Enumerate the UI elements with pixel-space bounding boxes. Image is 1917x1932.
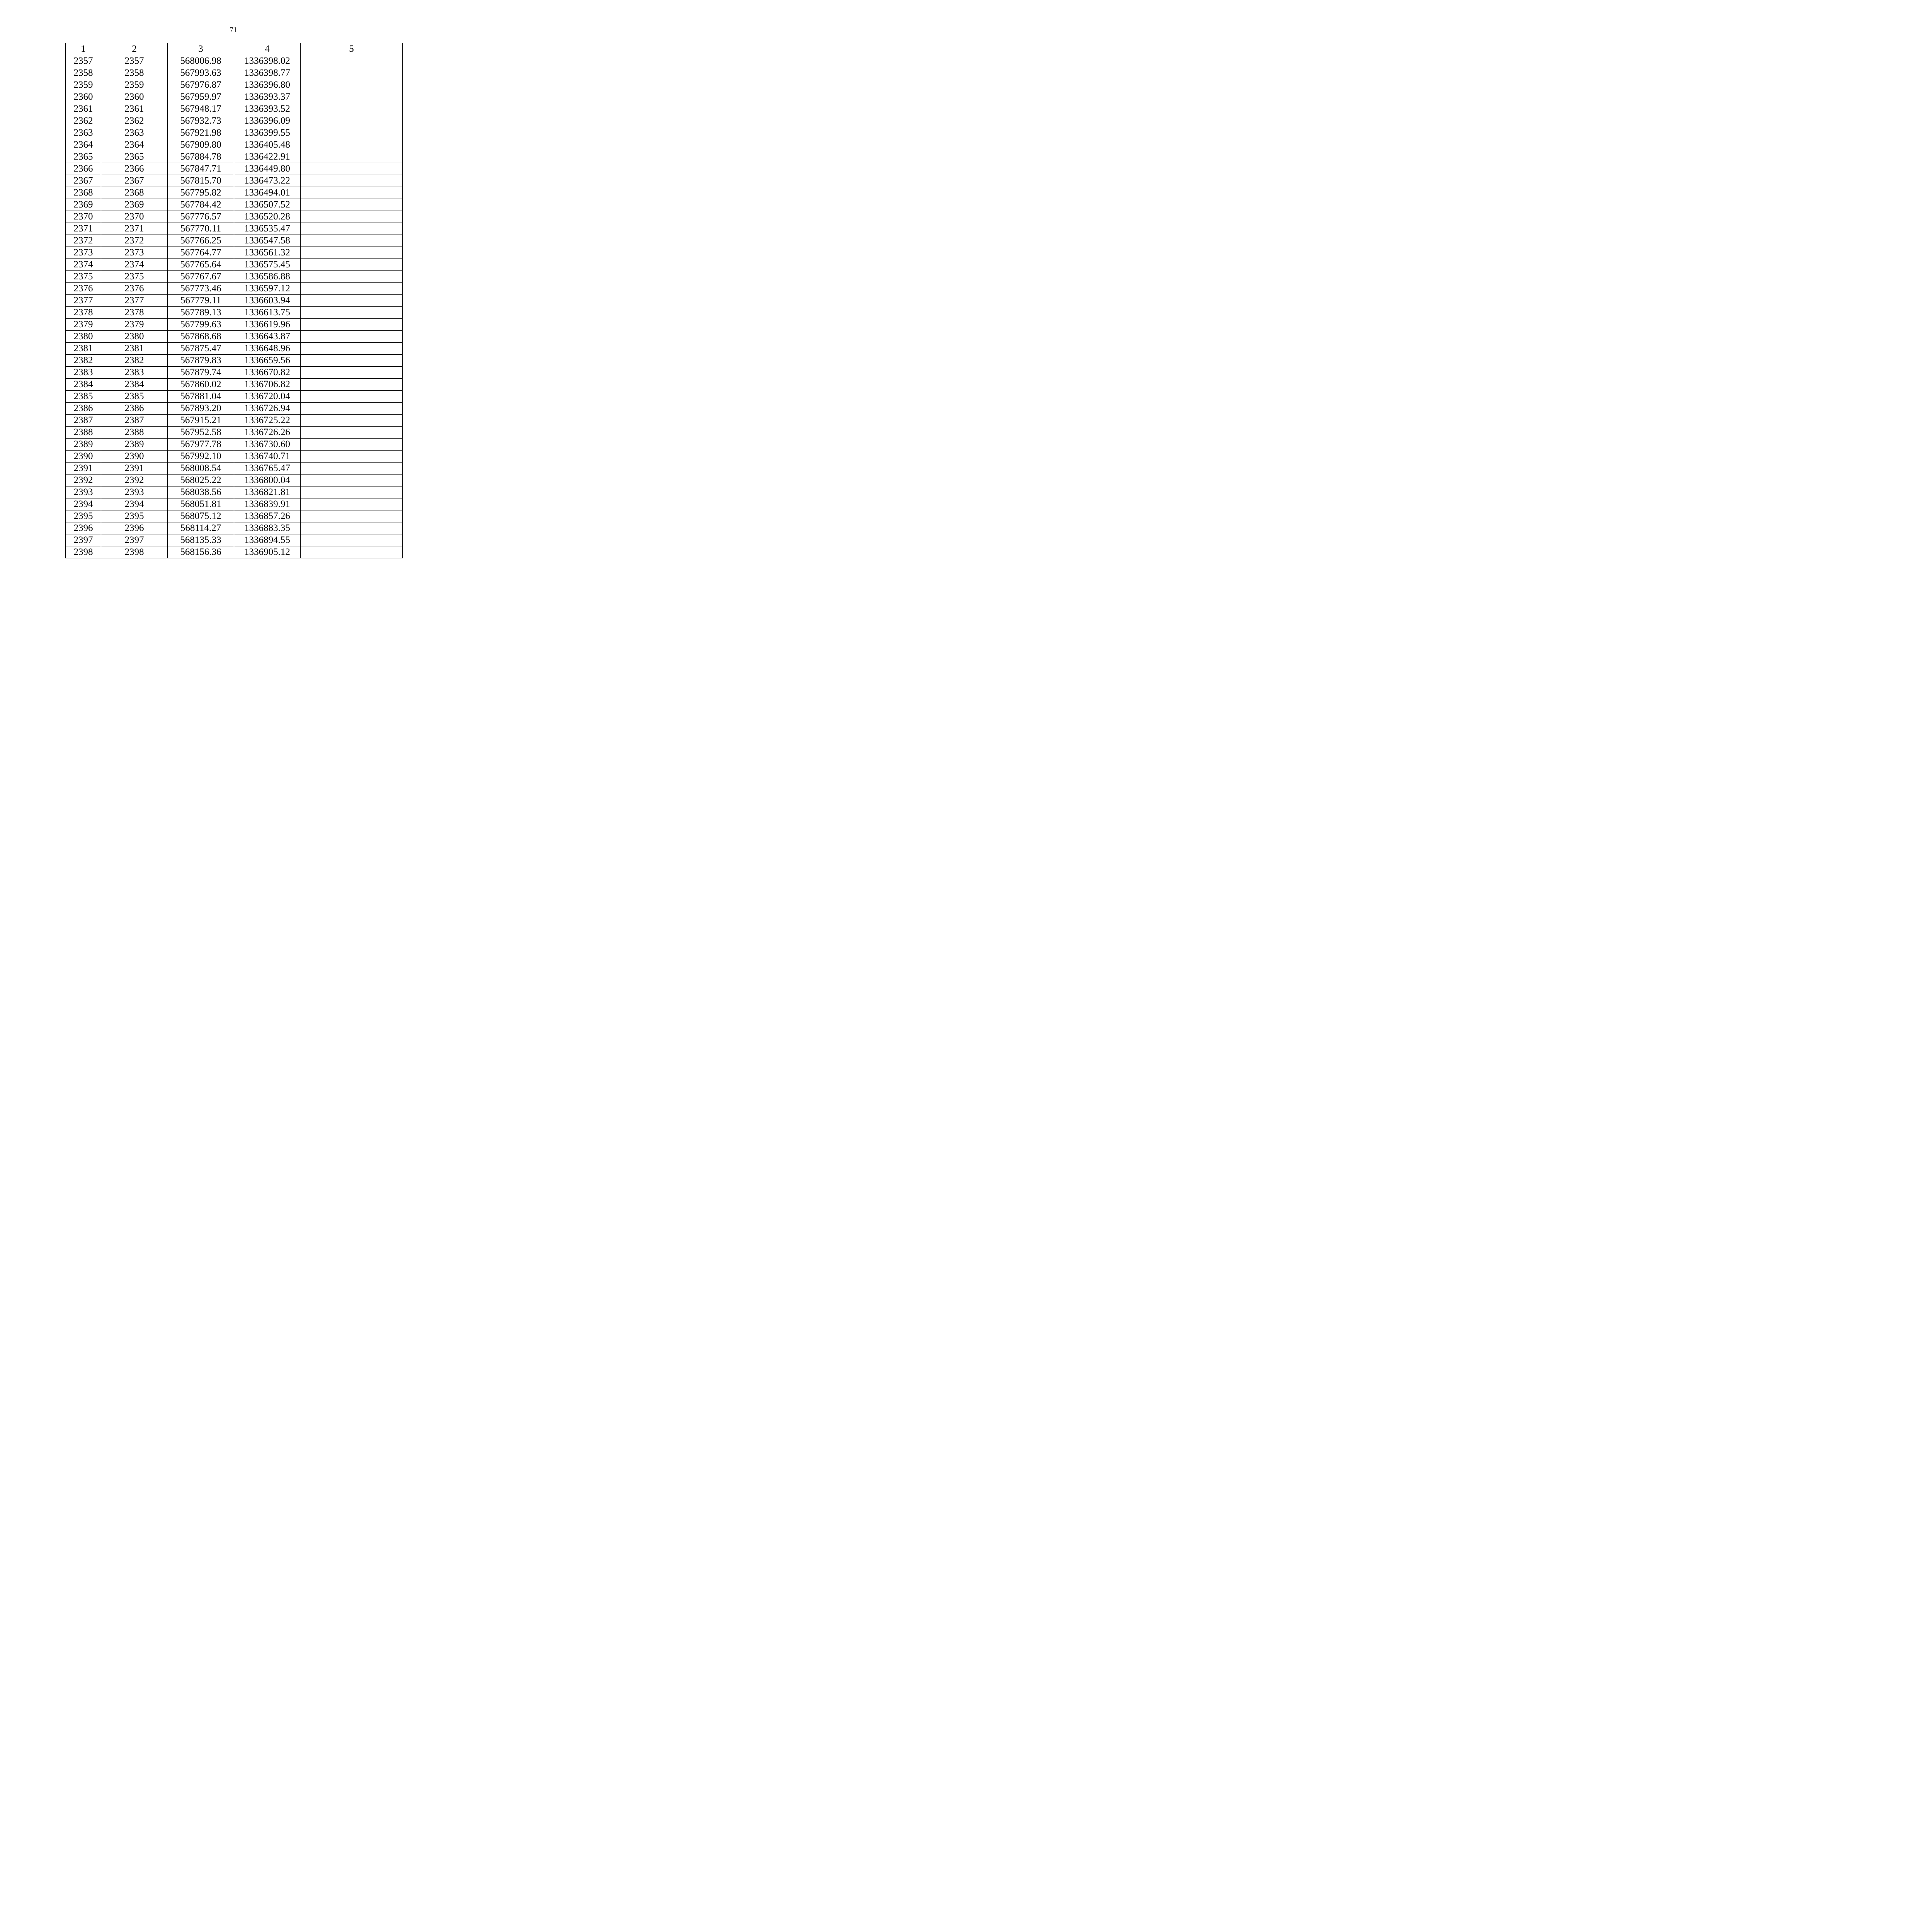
table-cell-col-2: 2359: [101, 79, 168, 91]
table-row: [66, 223, 403, 235]
table-cell-col-5: [301, 115, 403, 127]
table-row: [66, 415, 403, 427]
table-cell-col-1: 2385: [66, 391, 101, 403]
table-cell-col-1: 2384: [66, 379, 101, 391]
table-cell-col-4: 1336597.12: [234, 283, 301, 295]
table-cell-col-4: 1336507.52: [234, 199, 301, 211]
table-cell-col-4: 1336706.82: [234, 379, 301, 391]
table-cell-col-5: [301, 331, 403, 343]
table-cell-col-3: 567893.20: [168, 403, 234, 415]
table-cell-col-1: 2393: [66, 486, 101, 498]
table-cell-col-5: [301, 522, 403, 534]
table-row: [66, 247, 403, 259]
table-row: [66, 67, 403, 79]
table-cell-col-4: 1336494.01: [234, 187, 301, 199]
table-cell-col-1: 2381: [66, 343, 101, 355]
table-row: [66, 319, 403, 331]
table-row: [66, 151, 403, 163]
table-cell-col-2: 2391: [101, 463, 168, 474]
table-cell-col-4: 1336405.48: [234, 139, 301, 151]
table-cell-col-2: 2376: [101, 283, 168, 295]
table-cell-col-2: 2365: [101, 151, 168, 163]
table-cell-col-5: [301, 103, 403, 115]
table-row: [66, 175, 403, 187]
table-cell-col-5: [301, 379, 403, 391]
table-cell-col-4: 1336613.75: [234, 307, 301, 319]
table-cell-col-4: 1336857.26: [234, 510, 301, 522]
table-cell-col-2: 2368: [101, 187, 168, 199]
table-cell-col-4: 1336398.77: [234, 67, 301, 79]
table-cell-col-4: 1336575.45: [234, 259, 301, 271]
table-row: [66, 331, 403, 343]
table-cell-col-2: 2363: [101, 127, 168, 139]
table-body: [66, 43, 403, 558]
table-cell-col-4: 1336393.52: [234, 103, 301, 115]
table-cell-col-5: [301, 199, 403, 211]
table-row: [66, 474, 403, 486]
table-cell-col-5: [301, 79, 403, 91]
table-cell-col-3: 567993.63: [168, 67, 234, 79]
table-cell-col-3: 567948.17: [168, 103, 234, 115]
table-cell-col-2: 2378: [101, 307, 168, 319]
table-row: [66, 103, 403, 115]
table-cell-col-5: [301, 451, 403, 463]
table-cell-col-5: [301, 223, 403, 235]
table-row: [66, 522, 403, 534]
table-cell-col-5: [301, 55, 403, 67]
table-cell-col-4: 1336396.80: [234, 79, 301, 91]
table-cell-col-3: 568156.36: [168, 546, 234, 558]
table-cell-col-5: [301, 403, 403, 415]
table-cell-col-1: 2369: [66, 199, 101, 211]
table-cell-col-4: 1336765.47: [234, 463, 301, 474]
table-cell-col-1: 2394: [66, 498, 101, 510]
table-cell-col-1: 2392: [66, 474, 101, 486]
table-cell-col-5: [301, 343, 403, 355]
table-cell-col-5: [301, 486, 403, 498]
table-cell-col-5: [301, 271, 403, 283]
table-cell-col-1: 2357: [66, 55, 101, 67]
table-cell-col-4: 1336883.35: [234, 522, 301, 534]
table-cell-col-4: 1336422.91: [234, 151, 301, 163]
table-row: [66, 427, 403, 439]
table-cell-col-2: 2381: [101, 343, 168, 355]
table-cell-col-3: 568051.81: [168, 498, 234, 510]
table-cell-col-2: 2390: [101, 451, 168, 463]
table-cell-col-2: 2398: [101, 546, 168, 558]
table-cell-col-2: 2387: [101, 415, 168, 427]
table-row: [66, 307, 403, 319]
column-header-5: 5: [301, 43, 403, 55]
table-cell-col-1: 2396: [66, 522, 101, 534]
table-cell-col-3: 567773.46: [168, 283, 234, 295]
table-cell-col-1: 2382: [66, 355, 101, 367]
table-cell-col-2: 2389: [101, 439, 168, 451]
table-cell-col-5: [301, 510, 403, 522]
table-cell-col-2: 2373: [101, 247, 168, 259]
table-row: [66, 451, 403, 463]
table-row: [66, 115, 403, 127]
table-cell-col-3: 567875.47: [168, 343, 234, 355]
table-cell-col-1: 2376: [66, 283, 101, 295]
table-cell-col-4: 1336720.04: [234, 391, 301, 403]
table-cell-col-3: 567847.71: [168, 163, 234, 175]
table-cell-col-1: 2360: [66, 91, 101, 103]
table-cell-col-2: 2360: [101, 91, 168, 103]
table-cell-col-4: 1336839.91: [234, 498, 301, 510]
table-cell-col-3: 568114.27: [168, 522, 234, 534]
table-cell-col-2: 2384: [101, 379, 168, 391]
table-cell-col-5: [301, 151, 403, 163]
table-row: [66, 534, 403, 546]
table-cell-col-2: 2369: [101, 199, 168, 211]
table-cell-col-4: 1336535.47: [234, 223, 301, 235]
table-cell-col-1: 2362: [66, 115, 101, 127]
table-cell-col-2: 2375: [101, 271, 168, 283]
table-cell-col-2: 2382: [101, 355, 168, 367]
table-cell-col-5: [301, 498, 403, 510]
table-cell-col-2: 2395: [101, 510, 168, 522]
table-cell-col-1: 2380: [66, 331, 101, 343]
table-cell-col-3: 567976.87: [168, 79, 234, 91]
table-cell-col-4: 1336586.88: [234, 271, 301, 283]
table-cell-col-1: 2374: [66, 259, 101, 271]
table-cell-col-1: 2358: [66, 67, 101, 79]
table-cell-col-5: [301, 211, 403, 223]
table-cell-col-5: [301, 427, 403, 439]
table-cell-col-1: 2386: [66, 403, 101, 415]
table-row: [66, 259, 403, 271]
table-cell-col-3: 567766.25: [168, 235, 234, 247]
table-cell-col-2: 2388: [101, 427, 168, 439]
table-cell-col-2: 2371: [101, 223, 168, 235]
table-cell-col-2: 2383: [101, 367, 168, 379]
table-row: [66, 498, 403, 510]
table-cell-col-1: 2379: [66, 319, 101, 331]
table-cell-col-5: [301, 534, 403, 546]
table-cell-col-1: 2388: [66, 427, 101, 439]
table-cell-col-5: [301, 247, 403, 259]
table-cell-col-1: 2375: [66, 271, 101, 283]
table-cell-col-4: 1336619.96: [234, 319, 301, 331]
table-cell-col-3: 567815.70: [168, 175, 234, 187]
table-cell-col-3: 567909.80: [168, 139, 234, 151]
table-row: [66, 139, 403, 151]
table-cell-col-2: 2364: [101, 139, 168, 151]
table-cell-col-4: 1336561.32: [234, 247, 301, 259]
table-row: [66, 379, 403, 391]
table-cell-col-2: 2357: [101, 55, 168, 67]
table-cell-col-1: 2389: [66, 439, 101, 451]
table-row: [66, 271, 403, 283]
table-cell-col-1: 2387: [66, 415, 101, 427]
table-cell-col-3: 567784.42: [168, 199, 234, 211]
table-cell-col-1: 2371: [66, 223, 101, 235]
table-cell-col-1: 2390: [66, 451, 101, 463]
table-cell-col-2: 2393: [101, 486, 168, 498]
table-cell-col-3: 568038.56: [168, 486, 234, 498]
column-header-1: 1: [66, 43, 101, 55]
table-cell-col-3: 567932.73: [168, 115, 234, 127]
table-cell-col-3: 567776.57: [168, 211, 234, 223]
table-row: [66, 211, 403, 223]
table-cell-col-1: 2363: [66, 127, 101, 139]
table-cell-col-3: 568006.98: [168, 55, 234, 67]
table-cell-col-1: 2383: [66, 367, 101, 379]
table-cell-col-3: 567977.78: [168, 439, 234, 451]
table-cell-col-5: [301, 463, 403, 474]
table-cell-col-4: 1336800.04: [234, 474, 301, 486]
table-cell-col-1: 2397: [66, 534, 101, 546]
table-cell-col-3: 567799.63: [168, 319, 234, 331]
table-cell-col-4: 1336821.81: [234, 486, 301, 498]
table-cell-col-1: 2366: [66, 163, 101, 175]
table-cell-col-5: [301, 235, 403, 247]
column-header-4: 4: [234, 43, 301, 55]
table-cell-col-3: 567795.82: [168, 187, 234, 199]
table-row: [66, 91, 403, 103]
table-cell-col-4: 1336670.82: [234, 367, 301, 379]
table-cell-col-1: 2359: [66, 79, 101, 91]
table-cell-col-1: 2391: [66, 463, 101, 474]
table-cell-col-3: 567879.83: [168, 355, 234, 367]
table-cell-col-4: 1336393.37: [234, 91, 301, 103]
table-cell-col-2: 2361: [101, 103, 168, 115]
table-cell-col-2: 2370: [101, 211, 168, 223]
table-row: [66, 163, 403, 175]
table-cell-col-4: 1336603.94: [234, 295, 301, 307]
table-cell-col-3: 567860.02: [168, 379, 234, 391]
table-cell-col-5: [301, 319, 403, 331]
table-cell-col-5: [301, 391, 403, 403]
table-cell-col-1: 2364: [66, 139, 101, 151]
table-cell-col-3: 567789.13: [168, 307, 234, 319]
table-cell-col-3: 567868.68: [168, 331, 234, 343]
table-cell-col-4: 1336726.26: [234, 427, 301, 439]
table-cell-col-1: 2377: [66, 295, 101, 307]
table-cell-col-2: 2374: [101, 259, 168, 271]
table-cell-col-3: 567779.11: [168, 295, 234, 307]
table-cell-col-5: [301, 283, 403, 295]
table-cell-col-2: 2397: [101, 534, 168, 546]
table-cell-col-3: 567879.74: [168, 367, 234, 379]
table-cell-col-3: 567884.78: [168, 151, 234, 163]
table-cell-col-1: 2365: [66, 151, 101, 163]
table-row: [66, 367, 403, 379]
table-cell-col-2: 2385: [101, 391, 168, 403]
table-cell-col-4: 1336740.71: [234, 451, 301, 463]
table-cell-col-3: 567915.21: [168, 415, 234, 427]
table-cell-col-5: [301, 355, 403, 367]
table-cell-col-3: 568025.22: [168, 474, 234, 486]
table-row: [66, 235, 403, 247]
table-cell-col-4: 1336730.60: [234, 439, 301, 451]
table-cell-col-4: 1336643.87: [234, 331, 301, 343]
table-row: [66, 546, 403, 558]
table-cell-col-2: 2394: [101, 498, 168, 510]
table-row: [66, 283, 403, 295]
table-cell-col-5: [301, 295, 403, 307]
table-cell-col-4: 1336547.58: [234, 235, 301, 247]
table-row: [66, 295, 403, 307]
table-cell-col-2: 2396: [101, 522, 168, 534]
table-cell-col-2: 2362: [101, 115, 168, 127]
table-cell-col-1: 2373: [66, 247, 101, 259]
table-row: [66, 439, 403, 451]
table-cell-col-4: 1336725.22: [234, 415, 301, 427]
table-cell-col-2: 2372: [101, 235, 168, 247]
table-cell-col-3: 567765.64: [168, 259, 234, 271]
page-number: 71: [230, 26, 237, 34]
table-cell-col-5: [301, 175, 403, 187]
table-cell-col-5: [301, 259, 403, 271]
table-cell-col-2: 2380: [101, 331, 168, 343]
table-cell-col-4: 1336399.55: [234, 127, 301, 139]
table-cell-col-2: 2379: [101, 319, 168, 331]
table-cell-col-4: 1336659.56: [234, 355, 301, 367]
table-cell-col-1: 2370: [66, 211, 101, 223]
column-header-3: 3: [168, 43, 234, 55]
table-cell-col-4: 1336396.09: [234, 115, 301, 127]
table-cell-col-1: 2361: [66, 103, 101, 115]
table-cell-col-4: 1336520.28: [234, 211, 301, 223]
table-cell-col-3: 568008.54: [168, 463, 234, 474]
table-row: [66, 463, 403, 474]
table-cell-col-4: 1336473.22: [234, 175, 301, 187]
table-cell-col-3: 567881.04: [168, 391, 234, 403]
table-cell-col-1: 2395: [66, 510, 101, 522]
table-cell-col-1: 2372: [66, 235, 101, 247]
table-cell-col-1: 2378: [66, 307, 101, 319]
table-cell-col-3: 568075.12: [168, 510, 234, 522]
coordinates-table: [65, 43, 403, 558]
table-cell-col-4: 1336894.55: [234, 534, 301, 546]
table-cell-col-2: 2386: [101, 403, 168, 415]
table-row: [66, 55, 403, 67]
table-row: [66, 486, 403, 498]
table-cell-col-4: 1336449.80: [234, 163, 301, 175]
table-cell-col-5: [301, 546, 403, 558]
table-cell-col-5: [301, 415, 403, 427]
table-cell-col-3: 568135.33: [168, 534, 234, 546]
table-cell-col-5: [301, 439, 403, 451]
table-cell-col-1: 2367: [66, 175, 101, 187]
table-row: [66, 403, 403, 415]
table-cell-col-3: 567992.10: [168, 451, 234, 463]
table-cell-col-2: 2366: [101, 163, 168, 175]
table-cell-col-5: [301, 127, 403, 139]
table-cell-col-3: 567952.58: [168, 427, 234, 439]
table-row: [66, 79, 403, 91]
table-row: [66, 199, 403, 211]
table-cell-col-5: [301, 187, 403, 199]
table-cell-col-5: [301, 163, 403, 175]
table-cell-col-5: [301, 139, 403, 151]
table-cell-col-2: 2367: [101, 175, 168, 187]
table-cell-col-3: 567770.11: [168, 223, 234, 235]
table-cell-col-5: [301, 67, 403, 79]
table-cell-col-5: [301, 307, 403, 319]
table-row: [66, 187, 403, 199]
table-cell-col-4: 1336905.12: [234, 546, 301, 558]
table-row: [66, 355, 403, 367]
table-cell-col-5: [301, 367, 403, 379]
table-cell-col-4: 1336726.94: [234, 403, 301, 415]
table-row: [66, 343, 403, 355]
table-cell-col-4: 1336398.02: [234, 55, 301, 67]
column-header-2: 2: [101, 43, 168, 55]
table-cell-col-5: [301, 91, 403, 103]
table-cell-col-2: 2358: [101, 67, 168, 79]
table-cell-col-4: 1336648.96: [234, 343, 301, 355]
table-cell-col-2: 2377: [101, 295, 168, 307]
table-cell-col-3: 567959.97: [168, 91, 234, 103]
table-row: [66, 127, 403, 139]
table-cell-col-5: [301, 474, 403, 486]
table-header-row: [66, 43, 403, 55]
table-cell-col-3: 567767.67: [168, 271, 234, 283]
table-row: [66, 510, 403, 522]
table-row: [66, 391, 403, 403]
table-cell-col-3: 567764.77: [168, 247, 234, 259]
table-cell-col-3: 567921.98: [168, 127, 234, 139]
table-cell-col-2: 2392: [101, 474, 168, 486]
table-cell-col-1: 2398: [66, 546, 101, 558]
table-cell-col-1: 2368: [66, 187, 101, 199]
